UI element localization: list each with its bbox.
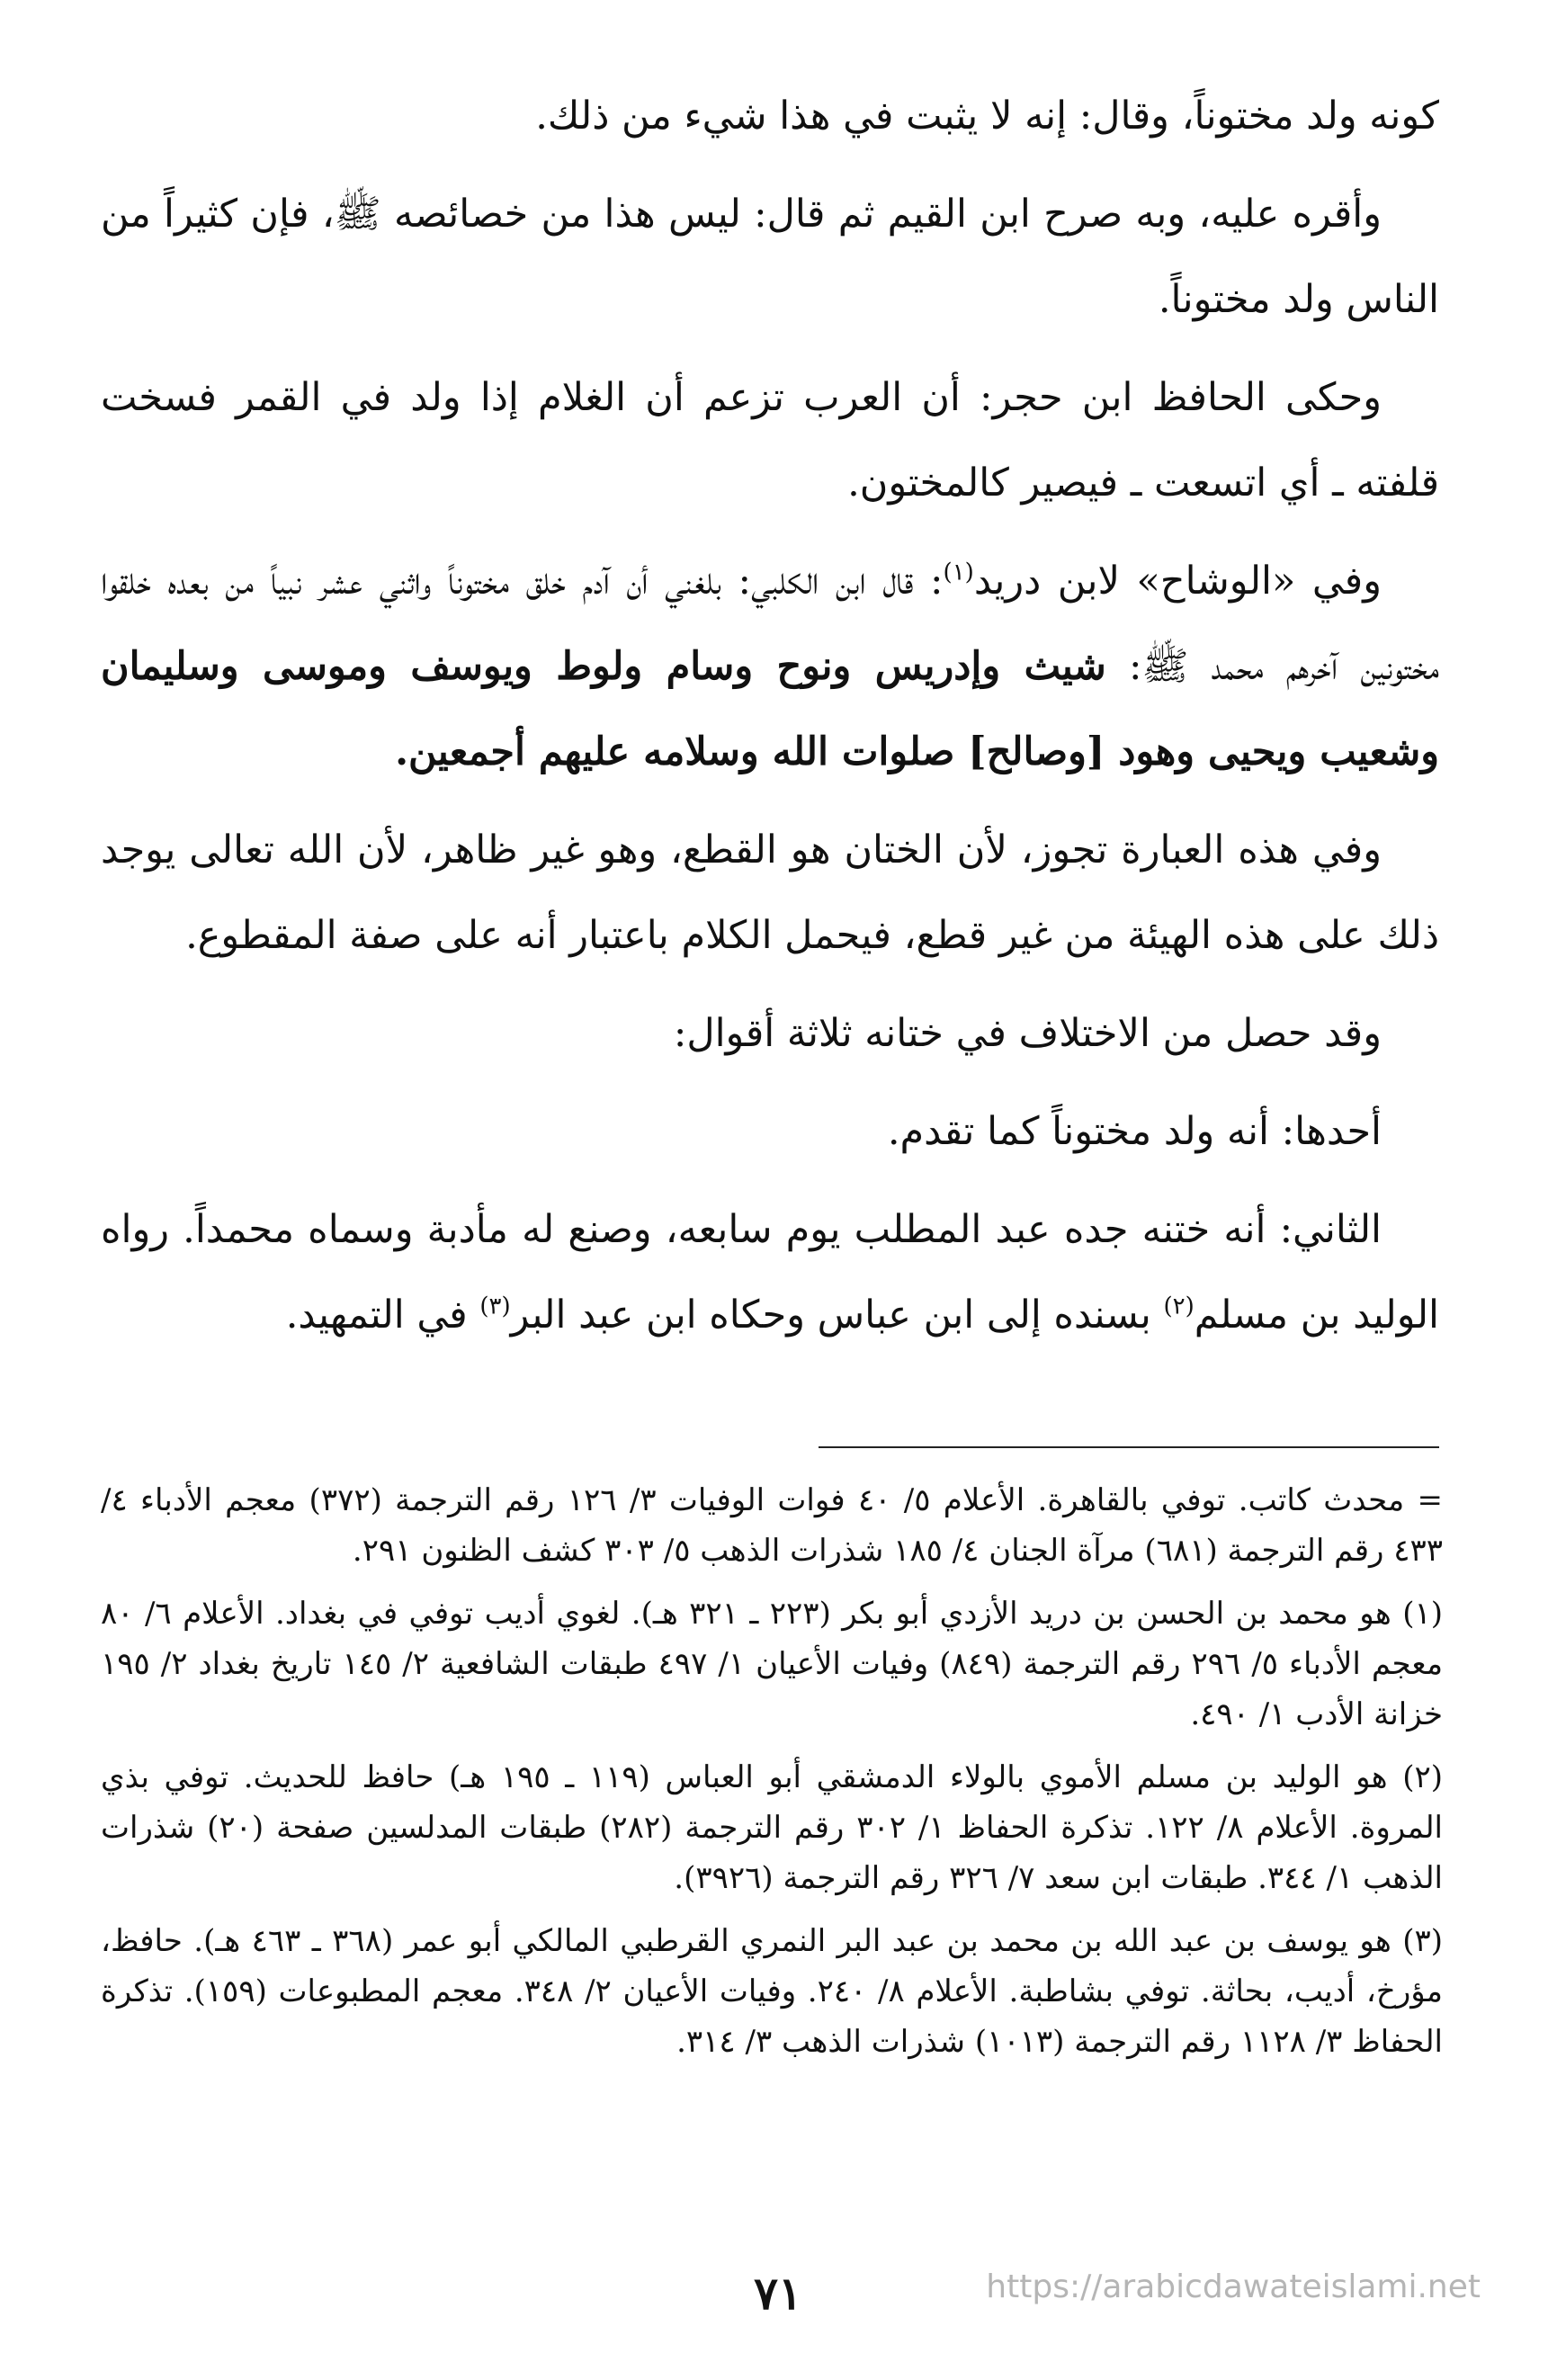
footnote-ref-3[interactable]: (٣) <box>479 1293 511 1320</box>
paragraph-8-text-a: الثاني: أنه ختنه جده عبد المطلب يوم سابعه، وصنع له مأدبة وسماه محمداً. رواه الوليد بن مسلم <box>101 1207 1439 1338</box>
main-text <box>101 74 1439 1371</box>
prophets-list: شيث وإدريس ونوح وسام ولوط ويوسف وموسى وسليمان وشعيب ويحيى وهود [وصالح] صلوات الله وسلامه عليهم أجمعين. <box>101 644 1439 774</box>
footnote-ref-2[interactable]: (٢) <box>1163 1293 1195 1320</box>
paragraph-3: وحكى الحافظ ابن حجر: أن العرب تزعم أن الغلام إذا ولد في القمر فسخت قلفته ـ أي اتسعت ـ فيصير كالمختون. <box>101 375 1439 506</box>
footnote-ref-1[interactable]: (١) <box>943 559 974 586</box>
footnote-2: (٢) هو الوليد بن مسلم الأموي بالولاء الدمشقي أبو العباس (١١٩ ـ ١٩٥ هـ) حافظ للحديث. توفي بذي المروة. الأعلام ٨/ ١٢٢. تذكرة الحفاظ ١/ ٣٠٢ رقم الترجمة (٢٨٢) طبقات المدلسين صفحة (٢٠) شذرات الذهب ١/ ٣٤٤. طبقات ابن سعد ٧/ ٣٢٦ رقم الترجمة (٣٩٢٦). <box>101 1759 1444 1896</box>
footnote-1: (١) هو محمد بن الحسن بن دريد الأزدي أبو بكر (٢٢٣ ـ ٣٢١ هـ). لغوي أديب توفي في بغداد. الأعلام ٦/ ٨٠ معجم الأدباء ٥/ ٢٩٦ رقم الترجمة (٨٤٩) وفيات الأعيان ١/ ٤٩٧ طبقات الشافعية ٢/ ١٤٥ تاريخ بغداد ٢/ ١٩٥ خزانة الأدب ١/ ٤٩٠. <box>101 1596 1444 1732</box>
watermark-url: https://arabicdawateislami.net <box>986 2268 1481 2305</box>
paragraph-2: وأقره عليه، وبه صرح ابن القيم ثم قال: ليس هذا من خصائصه ﷺ، فإن كثيراً من الناس ولد مختوناً. <box>101 192 1439 322</box>
paragraph-4-text-b: : قال ابن الكلبي: بلغني أن آدم خلق مختوناً واثني عشر نبياً من بعده خلقوا مختونين آخرهم محمد ﷺ: <box>101 559 1439 689</box>
paragraph-7: أحدها: أنه ولد مختوناً كما تقدم. <box>887 1109 1382 1154</box>
paragraph-8-text-b: بسنده إلى ابن عباس وحكاه ابن عبد البر <box>510 1293 1164 1338</box>
paragraph-4 <box>101 539 1439 795</box>
footnote-continued: = محدث كاتب. توفي بالقاهرة. الأعلام ٥/ ٤٠ فوات الوفيات ٣/ ١٢٦ رقم الترجمة (٣٧٢) معجم الأدباء ٤/ ٤٣٣ رقم الترجمة (٦٨١) مرآة الجنان ٤/ ١٨٥ شذرات الذهب ٥/ ٣٠٣ كشف الظنون ٢٩١. <box>101 1482 1444 1569</box>
page-number: ٧١ <box>754 2267 802 2320</box>
paragraph-8-text-c: في التمهيد. <box>285 1293 480 1338</box>
footnote-3: (٣) هو يوسف بن عبد الله بن محمد بن عبد البر النمري القرطبي المالكي أبو عمر (٣٦٨ ـ ٤٦٣ هـ). حافظ، مؤرخ، أديب، بحاثة. توفي بشاطبة. الأعلام ٨/ ٢٤٠. وفيات الأعيان ٢/ ٣٤٨. معجم المطبوعات (١٥٩). تذكرة الحفاظ ٣/ ١١٢٨ رقم الترجمة (١٠١٣) شذرات الذهب ٣/ ٣١٤. <box>101 1923 1444 2060</box>
paragraph-1: كونه ولد مختوناً، وقال: إنه لا يثبت في هذا شيء من ذلك. <box>535 94 1439 139</box>
footnotes <box>101 1475 1443 2080</box>
footnote-divider <box>819 1446 1439 1448</box>
paragraph-8 <box>101 1187 1439 1358</box>
paragraph-6: وقد حصل من الاختلاف في ختانه ثلاثة أقوال: <box>673 1011 1382 1056</box>
paragraph-4-text-a: وفي «الوشاح» لابن دريد <box>973 559 1383 604</box>
paragraph-5: وفي هذه العبارة تجوز، لأن الختان هو القطع، وهو غير ظاهر، لأن الله تعالى يوجد ذلك على هذه الهيئة من غير قطع، فيحمل الكلام باعتبار أنه على صفة المقطوع. <box>101 828 1439 958</box>
